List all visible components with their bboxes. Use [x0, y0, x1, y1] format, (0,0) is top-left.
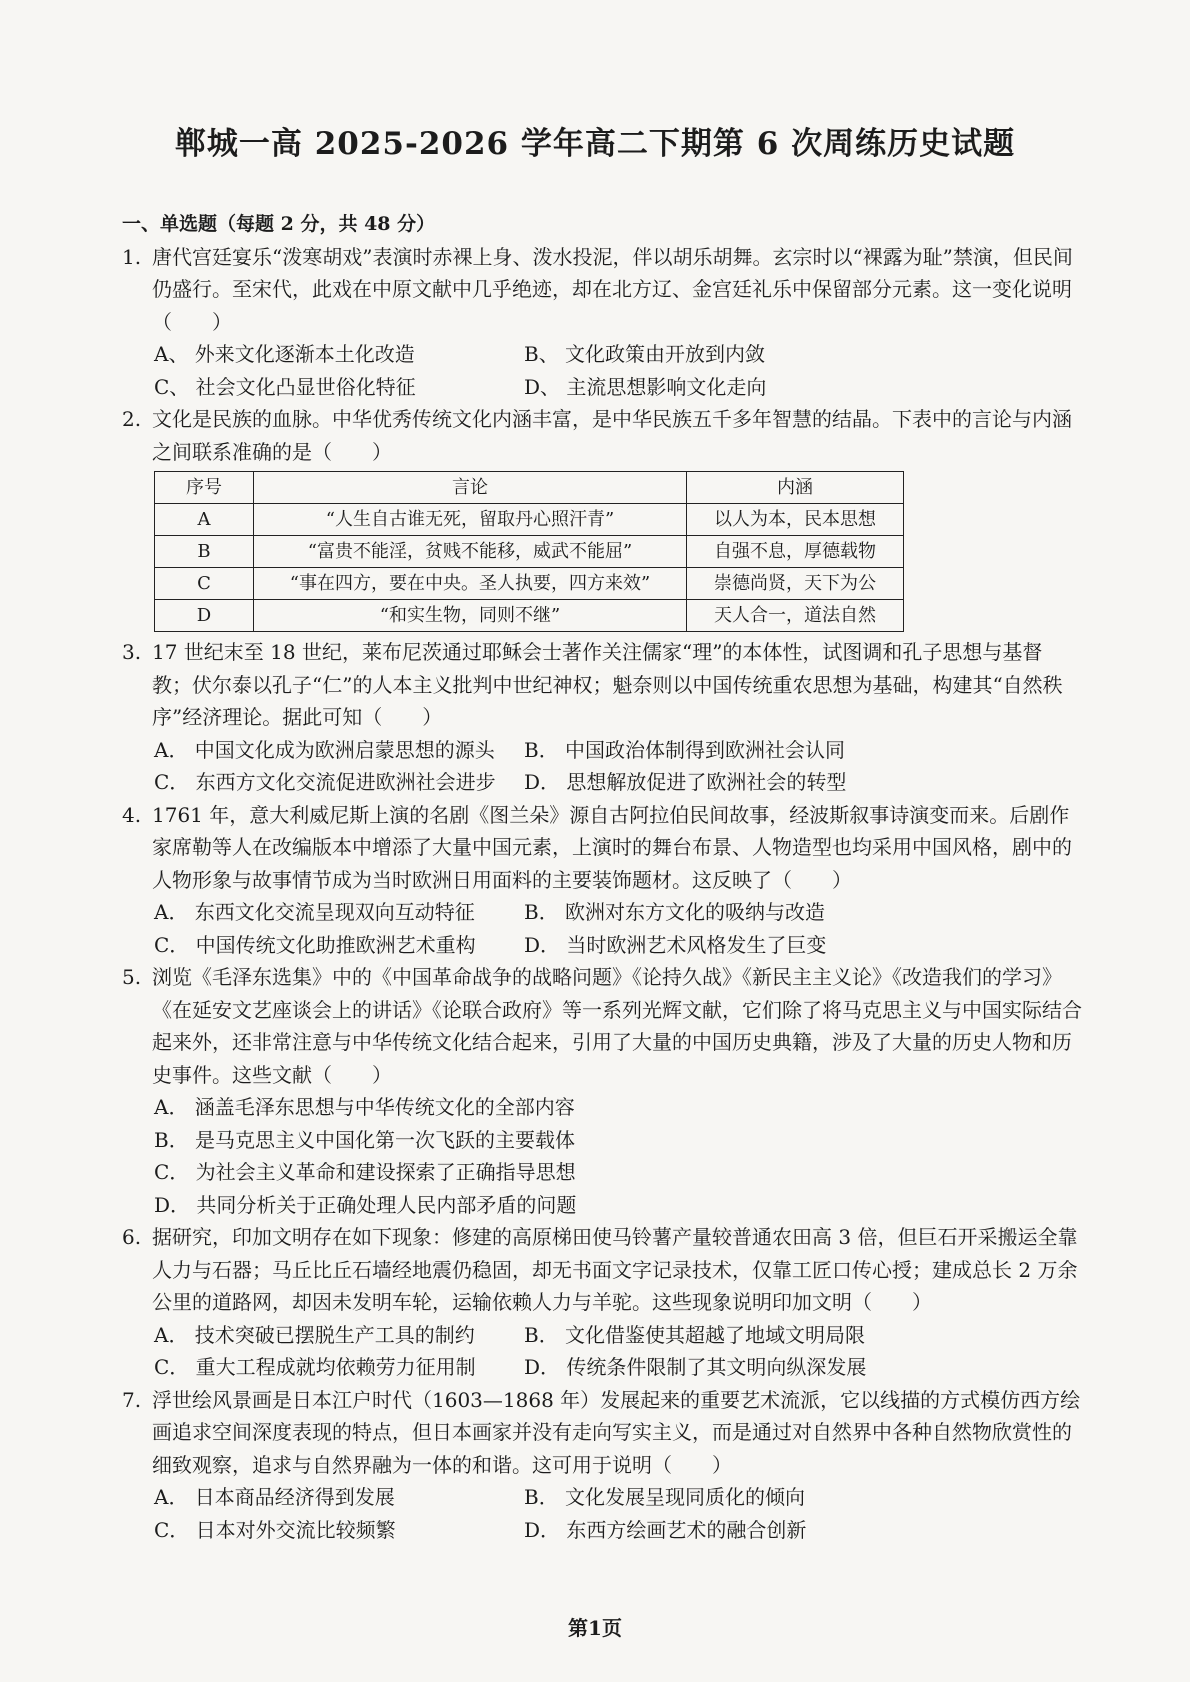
page-number: 第1页 — [568, 1616, 622, 1640]
option-b[interactable]: B． 是马克思主义中国化第一次飞跃的主要载体 — [154, 1127, 576, 1152]
section-heading: 一、单选题（每题 2 分，共 48 分） — [122, 213, 436, 235]
option-a[interactable]: A． 日本商品经济得到发展 — [154, 1485, 395, 1509]
option-a[interactable]: A． 技术突破已摆脱生产工具的制约 — [154, 1322, 475, 1347]
table-row — [155, 600, 904, 632]
question-5-options — [154, 1091, 1082, 1221]
question-4 — [122, 799, 1082, 897]
option-c[interactable]: C． 东西方文化交流促进欧洲社会进步 — [154, 770, 496, 794]
option-d[interactable]: D． 共同分析关于正确处理人民内部矛盾的问题 — [154, 1192, 577, 1217]
question-7-options — [154, 1481, 1082, 1546]
question-stem: 浏览《毛泽东选集》中的《中国革命战争的战略问题》《论持久战》《新民主主义论》《改造我们的学习》《在延安文艺座谈会上的讲话》《论联合政府》等一系列光辉文献，它们除了将马克思主义与中国实际结合起来外，还非常注意与中华传统文化结合起来，引用了大量的中国历史典籍，涉及了大量的历史人物和历史事件。这些文献（ ） — [152, 965, 1082, 1087]
question-number: 3. — [122, 640, 142, 664]
question-1-options — [154, 338, 1082, 403]
option-c[interactable]: C． 为社会主义革命和建设探索了正确指导思想 — [154, 1160, 576, 1184]
option-d[interactable]: D． 传统条件限制了其文明向纵深发展 — [524, 1355, 867, 1379]
option-d[interactable]: D． 思想解放促进了欧洲社会的转型 — [524, 770, 847, 794]
question-number: 2. — [122, 407, 142, 431]
table-header: 言论 — [254, 472, 687, 504]
table-cell: A — [155, 504, 254, 536]
option-b[interactable]: B、 文化政策由开放到内敛 — [524, 342, 766, 366]
question-stem: 唐代宫廷宴乐“泼寒胡戏”表演时赤裸上身、泼水投泥，伴以胡乐胡舞。玄宗时以“裸露为耻”禁演，但民间仍盛行。至宋代，此戏在中原文献中几乎绝迹，却在北方辽、金宫廷礼乐中保留部分元素。这一变化说明（ ） — [152, 244, 1073, 334]
question-number: 4. — [122, 802, 142, 827]
option-d[interactable]: D． 当时欧洲艺术风格发生了巨变 — [524, 932, 827, 957]
question-number: 7. — [122, 1387, 142, 1412]
question-number: 6. — [122, 1225, 142, 1249]
question-6-options — [154, 1319, 1082, 1384]
question-stem: 17 世纪末至 18 世纪，莱布尼茨通过耶稣会士著作关注儒家“理”的本体性，试图调和孔子思想与基督教；伏尔泰以孔子“仁”的人本主义批判中世纪神权；魁奈则以中国传统重农思想为基础，构建其“自然秩序”经济理论。据此可知（ ） — [152, 640, 1063, 729]
option-c[interactable]: C． 日本对外交流比较频繁 — [154, 1517, 396, 1542]
table-cell: B — [155, 536, 254, 568]
table-cell: 自强不息，厚德载物 — [687, 536, 904, 568]
option-a[interactable]: A． 中国文化成为欧洲启蒙思想的源头 — [154, 737, 495, 762]
table-cell: 崇德尚贤，天下为公 — [687, 568, 904, 600]
table-row — [155, 568, 904, 600]
question-stem: 文化是民族的血脉。中华优秀传统文化内涵丰富，是中华民族五千多年智慧的结晶。下表中的言论与内涵之间联系准确的是（ ） — [152, 407, 1072, 464]
table-cell: “事在四方，要在中央。圣人执要，四方来效” — [254, 568, 687, 600]
question-list — [122, 208, 1082, 1546]
option-b[interactable]: B． 文化借鉴使其超越了地域文明局限 — [524, 1322, 866, 1347]
page-title: 郸城一高 2025-2026 学年高二下期第 6 次周练历史试题 — [174, 126, 1016, 162]
table-cell: C — [155, 568, 254, 600]
option-c[interactable]: C、 社会文化凸显世俗化特征 — [154, 374, 416, 399]
question-3 — [122, 636, 1082, 734]
option-c[interactable]: C． 中国传统文化助推欧洲艺术重构 — [154, 932, 476, 957]
question-number: 5. — [122, 965, 142, 989]
table-cell: “和实生物，同则不继” — [254, 600, 687, 632]
option-d[interactable]: D、 主流思想影响文化走向 — [524, 374, 767, 399]
question-stem: 据研究，印加文明存在如下现象：修建的高原梯田使马铃薯产量较普通农田高 3 倍，但巨石开采搬运全靠人力与石器；马丘比丘石墙经地震仍稳固，却无书面文字记录技术，仅靠工匠口传心授；建成总长 2 万余公里的道路网，却因未发明车轮，运输依赖人力与羊驼。这些现象说明印加文明（ ） — [152, 1225, 1078, 1314]
option-a[interactable]: A． 东西文化交流呈现双向互动特征 — [154, 900, 475, 924]
table-cell: D — [155, 600, 254, 632]
table-row — [155, 504, 904, 536]
question-2 — [122, 403, 1082, 468]
question-5 — [122, 961, 1082, 1091]
question-6 — [122, 1221, 1082, 1319]
option-b[interactable]: B． 中国政治体制得到欧洲社会认同 — [524, 737, 846, 762]
question-1 — [122, 241, 1082, 339]
question-3-options — [154, 734, 1082, 799]
question-stem: 1761 年，意大利威尼斯上演的名剧《图兰朵》源自古阿拉伯民间故事，经波斯叙事诗演变而来。后剧作家席勒等人在改编版本中增添了大量中国元素，上演时的舞台布景、人物造型也均采用中国风格，剧中的人物形象与故事情节成为当时欧洲日用面料的主要装饰题材。这反映了（ ） — [152, 802, 1072, 892]
option-a[interactable]: A． 涵盖毛泽东思想与中华传统文化的全部内容 — [154, 1095, 575, 1119]
option-b[interactable]: B． 文化发展呈现同质化的倾向 — [524, 1485, 806, 1509]
question-stem: 浮世绘风景画是日本江户时代（1603—1868 年）发展起来的重要艺术流派，它以线描的方式模仿西方绘画追求空间深度表现的特点，但日本画家并没有走向写实主义，而是通过对自然界中各种自然物欣赏性的细致观察，追求与自然界融为一体的和谐。这可用于说明（ ） — [152, 1387, 1081, 1477]
quote-table — [154, 471, 904, 632]
table-cell: 天人合一，道法自然 — [687, 600, 904, 632]
table-header: 内涵 — [687, 472, 904, 504]
question-7 — [122, 1384, 1082, 1482]
table-cell: “富贵不能淫，贫贱不能移，威武不能屈” — [254, 536, 687, 568]
option-b[interactable]: B． 欧洲对东方文化的吸纳与改造 — [524, 900, 826, 924]
option-c[interactable]: C． 重大工程成就均依赖劳力征用制 — [154, 1355, 476, 1379]
option-d[interactable]: D． 东西方绘画艺术的融合创新 — [524, 1517, 807, 1542]
table-cell: “人生自古谁无死，留取丹心照汗青” — [254, 504, 687, 536]
table-header-row — [155, 472, 904, 504]
option-a[interactable]: A、 外来文化逐渐本土化改造 — [154, 342, 415, 366]
question-4-options — [154, 896, 1082, 961]
table-header: 序号 — [155, 472, 254, 504]
question-number: 1. — [122, 244, 142, 269]
table-row — [155, 536, 904, 568]
table-cell: 以人为本，民本思想 — [687, 504, 904, 536]
